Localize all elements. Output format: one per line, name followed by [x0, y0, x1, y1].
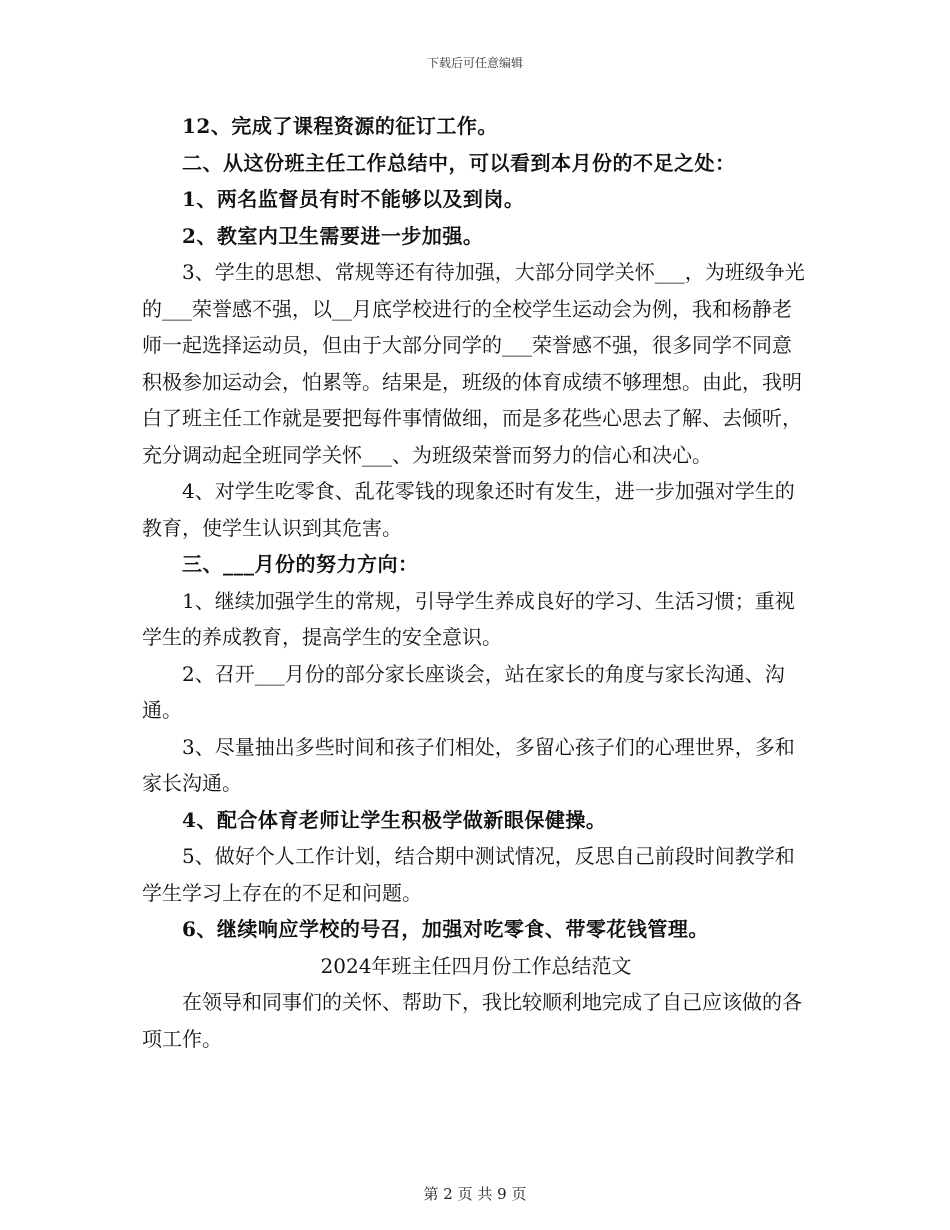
- page-footer: 第 2 页 共 9 页: [423, 1185, 527, 1203]
- paragraph: 1、继续加强学生的常规，引导学生养成良好的学习、生活习惯；重视学生的养成教育，提高学生的安全意识。: [142, 588, 795, 649]
- paragraph: 在领导和同事们的关怀、帮助下，我比较顺利地完成了自己应该做的各项工作。: [142, 990, 802, 1051]
- document-title: 2024年班主任四月份工作总结范文: [320, 953, 632, 978]
- paragraph: 6、继续响应学校的号召，加强对吃零食、带零花钱管理。: [182, 917, 709, 941]
- paragraph: 2、教室内卫生需要进一步加强。: [182, 223, 484, 248]
- document-body: [142, 108, 810, 1057]
- section-heading: 二、从这份班主任工作总结中，可以看到本月份的不足之处：: [182, 150, 736, 175]
- paragraph: 2、召开___月份的部分家长座谈会，站在家长的角度与家长沟通、沟通。: [142, 661, 785, 722]
- paragraph: 4、配合体育老师让学生积极学做新眼保健操。: [182, 807, 607, 832]
- paragraph: 3、学生的思想、常规等还有待加强，大部分同学关怀___，为班级争光的___荣誉感不强，以__月底学校进行的全校学生运动会为例，我和杨静老师一起选择运动员，但由于大部分同学的___荣誉感不强，很多同学不同意积极参加运动会，怕累等。结果是，班级的体育成绩不够理想。由此，我明白了班主任工作就是要把每件事情做细，而是多花些心思去了解、去倾听，充分调动起全班同学关怀___、为班级荣誉而努力的信心和决心。: [142, 260, 805, 467]
- paragraph: 1、两名监督员有时不能够以及到岗。: [182, 187, 525, 211]
- paragraph: 4、对学生吃零食、乱花零钱的现象还时有发生，进一步加强对学生的教育，使学生认识到其危害。: [142, 479, 795, 540]
- paragraph: 5、做好个人工作计划，结合期中测试情况，反思自己前段时间教学和学生学习上存在的不足和问题。: [142, 844, 795, 905]
- section-heading: 三、___月份的努力方向：: [182, 552, 419, 576]
- page-header: 下载后可任意编辑: [426, 56, 523, 70]
- paragraph: 3、尽量抽出多些时间和孩子们相处，多留心孩子们的心理世界，多和家长沟通。: [142, 734, 795, 795]
- paragraph: 12、完成了课程资源的征订工作。: [182, 114, 498, 138]
